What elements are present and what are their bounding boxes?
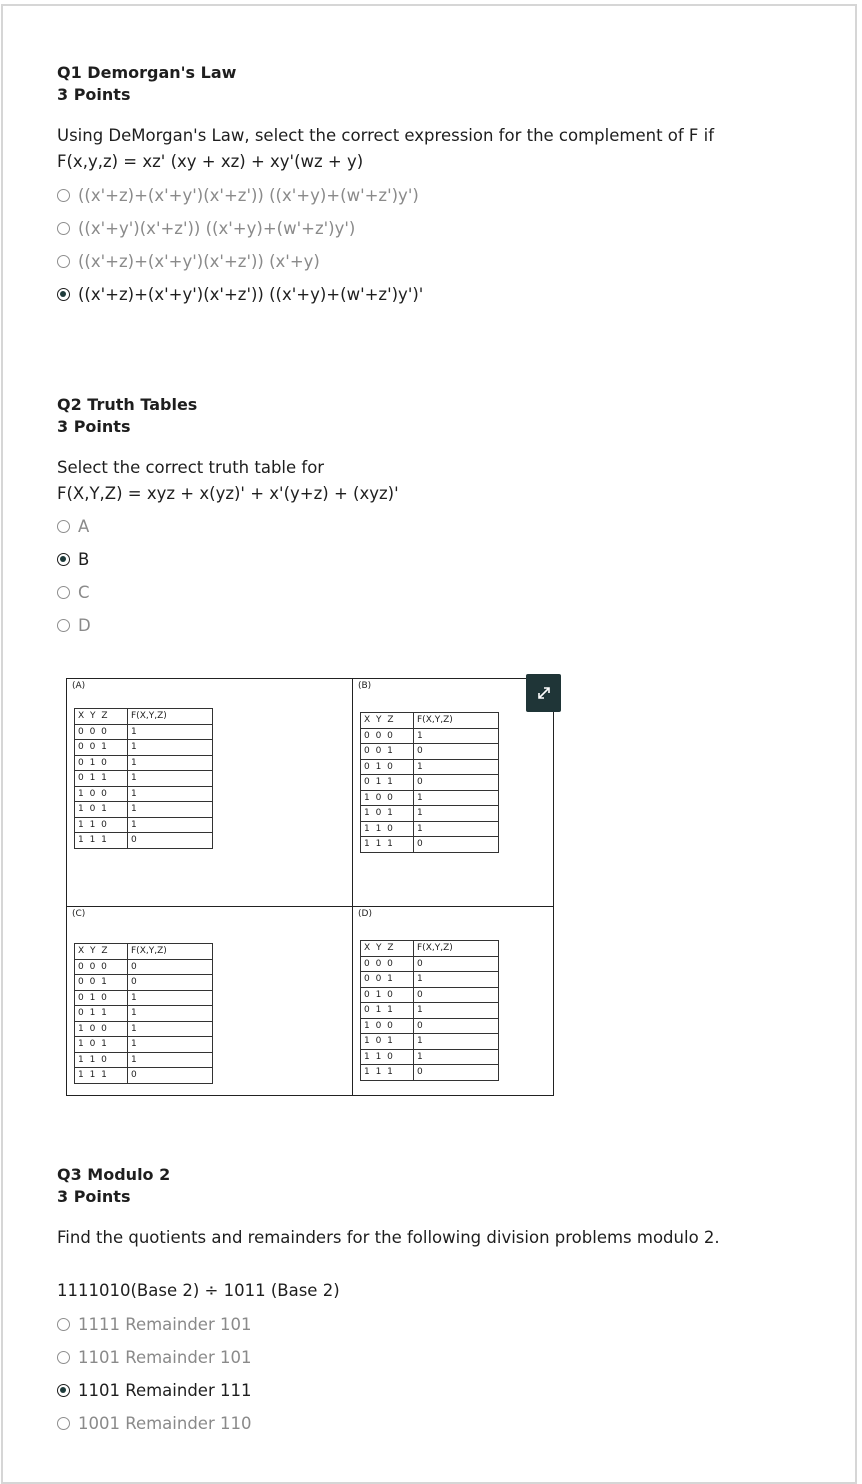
xyz-cell: 0 1 0 [361,987,414,1003]
xyz-cell: 1 0 1 [361,806,414,822]
q1-option-4[interactable] [57,283,423,305]
xyz-cell: 0 1 1 [75,1006,128,1022]
f-value-cell: 0 [128,959,213,975]
q3-problem: 1111010(Base 2) ÷ 1011 (Base 2) [57,1281,340,1300]
quadrant-b [352,678,554,907]
q3-header [57,1164,170,1208]
q1-points: 3 Points [57,85,131,104]
q1-option-2-label: ((x'+y')(x'+z')) ((x'+y)+(w'+z')y') [78,218,356,238]
q2-option-b-label: B [78,549,90,569]
xyz-cell: 1 1 0 [361,821,414,837]
xyz-cell: 0 1 0 [75,990,128,1006]
f-value-cell: 1 [414,759,499,775]
f-value-cell: 1 [414,790,499,806]
q2-option-c[interactable] [57,581,90,603]
q1-title: Q1 Demorgan's Law [57,63,237,82]
xyz-cell: 0 1 0 [75,755,128,771]
truth-table-row [361,728,499,744]
f-value-cell: 1 [128,802,213,818]
q3-option-4-label: 1001 Remainder 110 [78,1413,252,1433]
f-value-cell: 0 [128,833,213,849]
truth-table-a [74,708,213,849]
xyz-header-cell: X Y Z [361,941,414,957]
truth-table-row [75,833,213,849]
truth-table-row [75,975,213,991]
xyz-cell: 0 1 1 [75,771,128,787]
f-value-cell: 0 [128,1068,213,1084]
q1-option-3[interactable] [57,250,320,272]
truth-table-header-row [75,944,213,960]
truth-table-row [361,956,499,972]
q3-option-3[interactable] [57,1379,251,1401]
f-value-cell: 1 [128,1052,213,1068]
truth-table-c [74,943,213,1084]
f-value-cell: 1 [128,817,213,833]
q3-option-1[interactable] [57,1313,251,1335]
q3-points: 3 Points [57,1187,131,1206]
xyz-cell: 0 0 1 [361,972,414,988]
f-value-cell: 0 [414,987,499,1003]
f-value-cell: 0 [414,744,499,760]
xyz-cell: 0 1 1 [361,775,414,791]
radio-button[interactable] [57,1351,70,1364]
xyz-cell: 0 0 0 [361,728,414,744]
truth-table-row [361,1034,499,1050]
xyz-cell: 0 0 1 [361,744,414,760]
xyz-cell: 1 1 0 [75,1052,128,1068]
xyz-header-cell: X Y Z [75,944,128,960]
xyz-cell: 1 1 1 [361,837,414,853]
f-value-cell: 0 [414,1018,499,1034]
xyz-cell: 1 1 1 [75,833,128,849]
xyz-cell: 0 0 0 [75,724,128,740]
truth-table-header-row [75,709,213,725]
f-header-cell: F(X,Y,Z) [128,709,213,725]
q1-prompt-line1: Using DeMorgan's Law, select the correct expression for the complement of F if [57,126,715,145]
radio-button[interactable] [57,1318,70,1331]
f-value-cell: 1 [414,806,499,822]
q3-prompt: Find the quotients and remainders for the following division problems modulo 2. [57,1228,720,1247]
xyz-cell: 0 0 0 [361,956,414,972]
truth-table-row [75,959,213,975]
expand-arrows-icon [536,685,552,701]
truth-table-b [360,712,499,853]
f-value-cell: 0 [128,975,213,991]
truth-table-row [75,786,213,802]
q1-option-1-label: ((x'+z)+(x'+y')(x'+z')) ((x'+y)+(w'+z')y') [78,185,419,205]
f-header-cell: F(X,Y,Z) [414,941,499,957]
truth-table-row [75,1037,213,1053]
radio-button[interactable] [57,520,70,533]
q3-option-2[interactable] [57,1346,251,1368]
radio-button[interactable] [57,222,70,235]
xyz-cell: 1 0 0 [361,790,414,806]
f-value-cell: 1 [128,1037,213,1053]
f-value-cell: 0 [414,837,499,853]
f-value-cell: 1 [128,1006,213,1022]
truth-table-row [361,1065,499,1081]
radio-button-selected[interactable] [57,553,70,566]
xyz-cell: 1 0 1 [361,1034,414,1050]
f-value-cell: 0 [414,956,499,972]
q2-option-a-label: A [78,516,90,536]
quadrant-a [66,678,353,907]
truth-table-row [361,1049,499,1065]
truth-table-row [361,806,499,822]
truth-table-row [361,775,499,791]
radio-button[interactable] [57,255,70,268]
xyz-cell: 1 0 0 [361,1018,414,1034]
q1-option-2[interactable] [57,217,355,239]
truth-table-row [75,1006,213,1022]
quadrant-d [352,906,554,1096]
q2-option-b[interactable] [57,548,89,570]
radio-button[interactable] [57,189,70,202]
f-value-cell: 0 [414,1065,499,1081]
xyz-cell: 1 0 0 [75,1021,128,1037]
q3-option-3-label: 1101 Remainder 111 [78,1380,252,1400]
q1-prompt [57,123,714,175]
xyz-cell: 0 1 1 [361,1003,414,1019]
xyz-cell: 1 1 1 [361,1065,414,1081]
truth-table-header-row [361,941,499,957]
q1-prompt-line2: F(x,y,z) = xz' (xy + xz) + xy'(wz + y) [57,152,364,171]
f-value-cell: 1 [128,990,213,1006]
f-value-cell: 1 [128,786,213,802]
quadrant-c [66,906,353,1096]
truth-table-row [75,740,213,756]
truth-table-row [361,972,499,988]
q3-option-4[interactable] [57,1412,251,1434]
f-value-cell: 1 [414,972,499,988]
truth-table-row [361,744,499,760]
xyz-cell: 1 1 0 [361,1049,414,1065]
truth-table-row [361,1018,499,1034]
table-c-label: (C) [72,909,86,919]
radio-button-selected[interactable] [57,288,70,301]
xyz-cell: 0 0 0 [75,959,128,975]
q3-option-2-label: 1101 Remainder 101 [78,1347,252,1367]
truth-table-row [75,990,213,1006]
q3-title: Q3 Modulo 2 [57,1165,171,1184]
radio-button-selected[interactable] [57,1384,70,1397]
f-value-cell: 1 [414,821,499,837]
expand-image-button[interactable] [526,674,561,712]
xyz-cell: 0 0 1 [75,740,128,756]
f-value-cell: 1 [128,724,213,740]
truth-table-row [75,1068,213,1084]
f-header-cell: F(X,Y,Z) [128,944,213,960]
table-b-label: (B) [358,681,372,691]
q2-title: Q2 Truth Tables [57,395,198,414]
truth-table-d [360,940,499,1081]
truth-table-header-row [361,713,499,729]
radio-button[interactable] [57,1417,70,1430]
q2-option-d[interactable] [57,614,91,636]
xyz-cell: 0 1 0 [361,759,414,775]
table-a-label: (A) [72,681,86,691]
radio-button[interactable] [57,619,70,632]
table-d-label: (D) [358,909,372,919]
f-value-cell: 1 [414,1034,499,1050]
q2-option-c-label: C [78,582,90,602]
truth-table-row [361,790,499,806]
truth-table-row [361,759,499,775]
q1-header [57,62,236,106]
q2-option-a[interactable] [57,515,89,537]
truth-table-row [75,1021,213,1037]
q2-option-d-label: D [78,615,91,635]
truth-table-row [75,771,213,787]
xyz-cell: 1 1 1 [75,1068,128,1084]
q2-prompt-line1: Select the correct truth table for [57,458,325,477]
f-value-cell: 0 [414,775,499,791]
xyz-header-cell: X Y Z [75,709,128,725]
f-value-cell: 1 [128,771,213,787]
radio-button[interactable] [57,586,70,599]
q3-option-1-label: 1111 Remainder 101 [78,1314,252,1334]
xyz-cell: 0 0 1 [75,975,128,991]
f-value-cell: 1 [414,1003,499,1019]
q1-option-3-label: ((x'+z)+(x'+y')(x'+z')) (x'+y) [78,251,320,271]
truth-table-row [75,724,213,740]
xyz-cell: 1 0 1 [75,802,128,818]
q1-option-4-label: ((x'+z)+(x'+y')(x'+z')) ((x'+y)+(w'+z')y')' [78,284,424,304]
f-header-cell: F(X,Y,Z) [414,713,499,729]
xyz-cell: 1 0 1 [75,1037,128,1053]
truth-table-row [75,755,213,771]
truth-table-row [75,802,213,818]
xyz-header-cell: X Y Z [361,713,414,729]
xyz-cell: 1 0 0 [75,786,128,802]
truth-table-row [75,817,213,833]
q2-prompt-line2: F(X,Y,Z) = xyz + x(yz)' + x'(y+z) + (xyz)' [57,484,399,503]
truth-table-row [361,1003,499,1019]
q2-prompt [57,455,399,507]
truth-table-row [361,987,499,1003]
truth-table-image [59,671,567,1102]
q1-option-1[interactable] [57,184,419,206]
f-value-cell: 1 [128,755,213,771]
f-value-cell: 1 [414,728,499,744]
truth-table-row [361,821,499,837]
f-value-cell: 1 [414,1049,499,1065]
f-value-cell: 1 [128,1021,213,1037]
xyz-cell: 1 1 0 [75,817,128,833]
f-value-cell: 1 [128,740,213,756]
q2-points: 3 Points [57,417,131,436]
truth-table-row [75,1052,213,1068]
q2-header [57,394,197,438]
truth-table-row [361,837,499,853]
